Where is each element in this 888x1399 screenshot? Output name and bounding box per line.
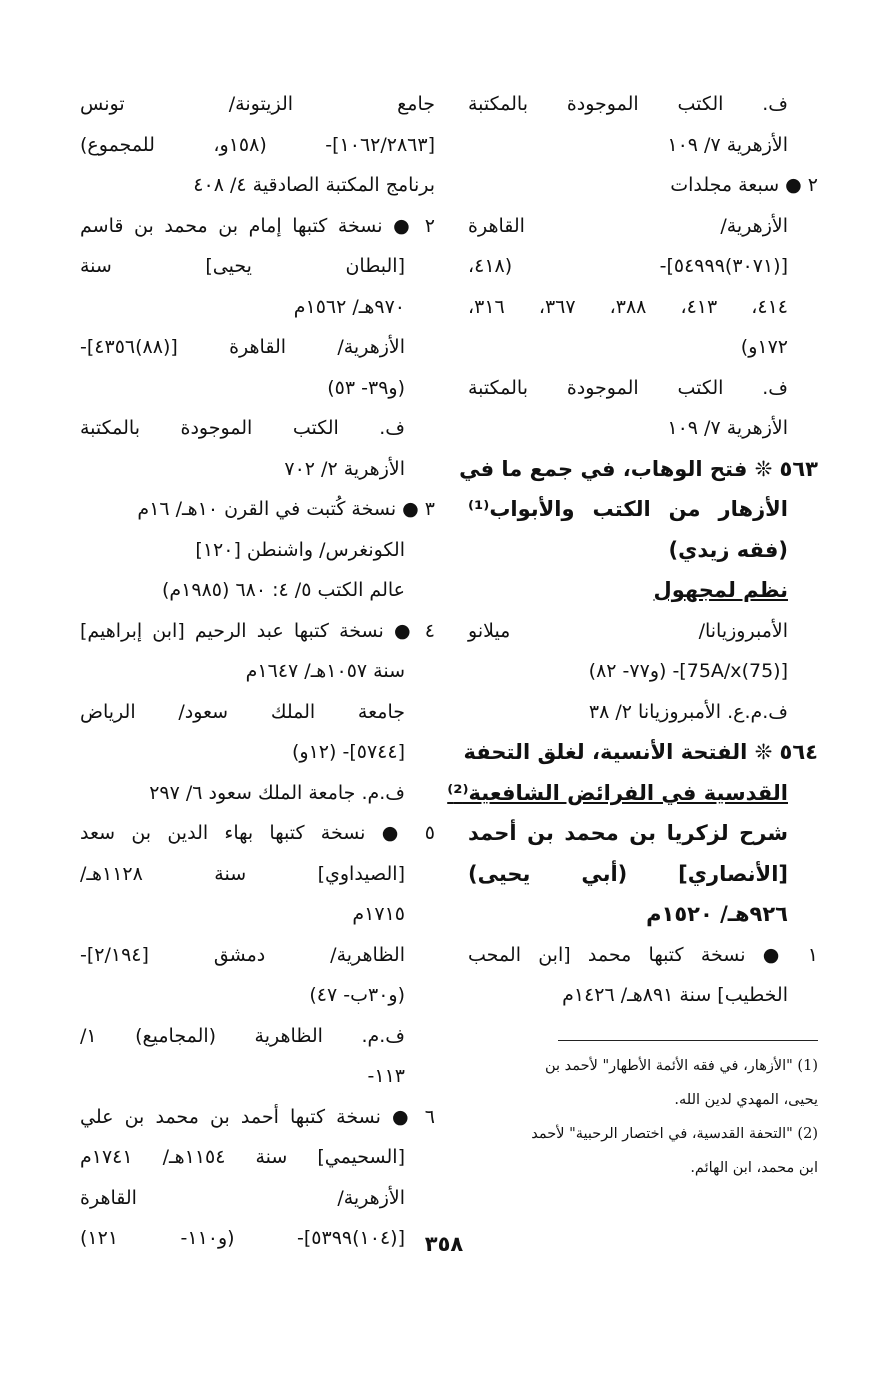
text-line-content: الكونغرس/ واشنطن [١٢٠] — [195, 538, 405, 561]
text-line — [468, 975, 818, 1016]
text-line — [80, 1178, 435, 1219]
text-line-content: [١٠٦٢/٢٨٦٣]- (١٥٨و، للمجموع) — [80, 133, 435, 156]
text-line — [468, 327, 818, 368]
text-line-content: برنامج المكتبة الصادقية ٤/ ٤٠٨ — [193, 174, 435, 196]
text-line — [80, 692, 435, 733]
text-line-content: [٥٧٤٤]- (١٢و) — [292, 741, 405, 763]
text-line-content: [البطان يحيى] سنة — [80, 255, 405, 277]
text-line-content: الأزهرية ٧/ ١٠٩ — [667, 133, 788, 156]
text-line — [468, 206, 818, 247]
text-line-content: شرح لزكريا بن محمد بن أحمد — [468, 821, 788, 845]
text-line — [80, 651, 435, 692]
text-line — [468, 84, 818, 125]
text-line-content: [الأنصاري] (أبي يحيى) — [468, 861, 788, 886]
left-column — [80, 84, 435, 1259]
text-line-content: ٥٦٣ ❊ فتح الوهاب، في جمع ما في — [459, 456, 818, 481]
text-line — [468, 894, 818, 935]
text-line-content: ٩٢٦هـ/ ١٥٢٠م — [646, 902, 788, 926]
text-line-content: ١٧٢و) — [740, 336, 788, 358]
text-line — [447, 773, 818, 814]
text-line — [459, 449, 818, 490]
text-line — [80, 287, 435, 328]
text-line-content: ٦ ● نسخة كتبها أحمد بن محمد بن علي — [80, 1105, 435, 1128]
text-line — [468, 813, 818, 854]
text-line-content: [الصيداوي] سنة ١١٢٨هـ/ — [80, 862, 405, 885]
text-line-content: الأزهرية ٧/ ١٠٩ — [667, 417, 788, 439]
text-line — [80, 732, 435, 773]
text-line — [80, 611, 435, 652]
text-line — [80, 1137, 435, 1178]
text-line — [468, 935, 818, 976]
text-line — [80, 1097, 435, 1138]
text-line-content: ٤١٤، ٤١٣، ٣٨٨، ٣٦٧، ٣١٦، — [468, 295, 789, 318]
text-line-content: (فقه زيدي) — [668, 537, 788, 562]
text-line-content: ٩٧٠هـ/ ١٥٦٢م — [293, 295, 405, 318]
text-line — [468, 125, 818, 166]
text-line — [80, 84, 435, 125]
text-line-content: الأزهرية ٢/ ٧٠٢ — [284, 457, 405, 480]
text-line — [468, 287, 818, 328]
text-line-content: سنة ١٠٥٧هـ/ ١٦٤٧م — [245, 660, 405, 682]
text-line-content: جامع الزيتونة/ تونس — [80, 93, 435, 115]
text-line-content: ف.م. جامعة الملك سعود ٦/ ٢٩٧ — [149, 781, 405, 804]
footnote-line: (2) "التحفة القدسية، في اختصار الرحبية" لأحمد — [531, 1126, 818, 1142]
text-line — [80, 894, 435, 935]
text-line-content: ٢ ● نسخة كتبها إمام بن محمد بن قاسم — [80, 214, 435, 237]
footnote-line: ابن محمد، ابن الهائم. — [690, 1160, 818, 1176]
right-column — [447, 84, 818, 1016]
text-line-content: ٢ ● سبعة مجلدات — [670, 174, 818, 196]
text-line-content: ف. الكتب الموجودة بالمكتبة — [468, 376, 788, 399]
text-line — [80, 165, 435, 206]
text-line — [80, 206, 435, 247]
text-line — [80, 1016, 435, 1057]
text-line-content: جامعة الملك سعود/ الرياض — [80, 700, 405, 723]
text-line — [80, 813, 435, 854]
text-line — [468, 570, 818, 611]
footnote-line: يحيى، المهدي لدين الله. — [674, 1092, 818, 1108]
text-line — [80, 449, 435, 490]
text-line — [468, 165, 818, 206]
text-line-content: عالم الكتب ٥/ ٤: ٦٨٠ (١٩٨٥م) — [161, 579, 405, 601]
text-line-content: الأزهرية/ القاهرة — [468, 214, 788, 237]
text-line — [463, 732, 818, 773]
text-line-content: ٥ ● نسخة كتبها بهاء الدين بن سعد — [80, 822, 435, 844]
text-line — [468, 611, 818, 652]
footnotes — [473, 1040, 818, 1185]
text-line — [80, 246, 435, 287]
text-line — [80, 975, 435, 1016]
text-line — [468, 408, 818, 449]
text-line-content: الأزهار من الكتب والأبواب⁽¹⁾ — [468, 497, 788, 521]
text-line — [80, 327, 435, 368]
text-line-content: الأزهرية/ القاهرة [(٨٨)٤٣٥٦]- — [80, 336, 405, 358]
text-line — [468, 530, 818, 571]
text-line-content: ٥٦٤ ❊ الفتحة الأنسية، لغلق التحفة — [463, 740, 818, 764]
text-line-content: ١١٣- — [367, 1065, 405, 1087]
text-line-content: الأزهرية/ القاهرة — [80, 1186, 405, 1209]
text-line-content: ٤ ● نسخة كتبها عبد الرحيم [ابن إبراهيم] — [80, 619, 435, 642]
text-line-content: ف.م. الظاهرية (المجاميع) ١/ — [80, 1024, 405, 1047]
text-line-content: القدسية في الفرائض الشافعية⁽²⁾ — [447, 780, 788, 805]
text-line-content: [(٣٠٧١)٥٤٩٩٩]- (٤١٨، — [468, 255, 788, 277]
text-line — [468, 368, 818, 409]
footnote-line: (1) "الأزهار، في فقه الأئمة الأطهار" لأحمد بن — [544, 1058, 818, 1074]
text-line — [80, 125, 435, 166]
text-line — [468, 246, 818, 287]
text-line — [80, 570, 435, 611]
text-line — [80, 530, 435, 571]
text-line — [80, 773, 435, 814]
text-line — [468, 854, 818, 895]
text-line — [80, 368, 435, 409]
text-line-content: نظم لمجهول — [653, 578, 788, 602]
text-line — [468, 651, 818, 692]
text-line-content: الخطيب] سنة ٨٩١هـ/ ١٤٢٦م — [562, 984, 788, 1006]
text-line-content: (و٣٩- ٥٣) — [327, 376, 405, 399]
text-line-content: ٣ ● نسخة كُتبت في القرن ١٠هـ/ ١٦م — [137, 498, 435, 520]
text-line-content: ف.م.ع. الأمبروزيانا ٢/ ٣٨ — [588, 700, 788, 723]
text-line — [80, 1056, 435, 1097]
text-line-content: (و٣٠ب- ٤٧) — [309, 984, 405, 1006]
text-line-content: [(١٠٤)٥٣٩٩]- (و١١٠- ١٢١) — [80, 1227, 405, 1249]
text-line — [468, 692, 818, 733]
text-line-content: [السحيمي] سنة ١١٥٤هـ/ ١٧٤١م — [80, 1146, 405, 1168]
text-line — [80, 408, 435, 449]
text-line-content: الظاهرية/ دمشق [٢/١٩٤]- — [80, 943, 405, 966]
text-line — [80, 935, 435, 976]
text-line — [468, 489, 818, 530]
text-line-content: [(75)75A/x]- (و٧٧- ٨٢) — [588, 660, 788, 682]
text-line — [80, 854, 435, 895]
text-line-content: ١٧١٥م — [352, 903, 405, 925]
text-line-content: ف. الكتب الموجودة بالمكتبة — [80, 417, 405, 439]
text-line-content: الأمبروزيانا/ ميلانو — [468, 619, 788, 642]
footnote-separator — [558, 1040, 818, 1041]
text-line — [80, 489, 435, 530]
text-line-content: ف. الكتب الموجودة بالمكتبة — [468, 93, 788, 115]
page-number: ٣٥٨ — [424, 1232, 464, 1256]
text-line-content: ١ ● نسخة كتبها محمد [ابن المحب — [468, 943, 818, 966]
